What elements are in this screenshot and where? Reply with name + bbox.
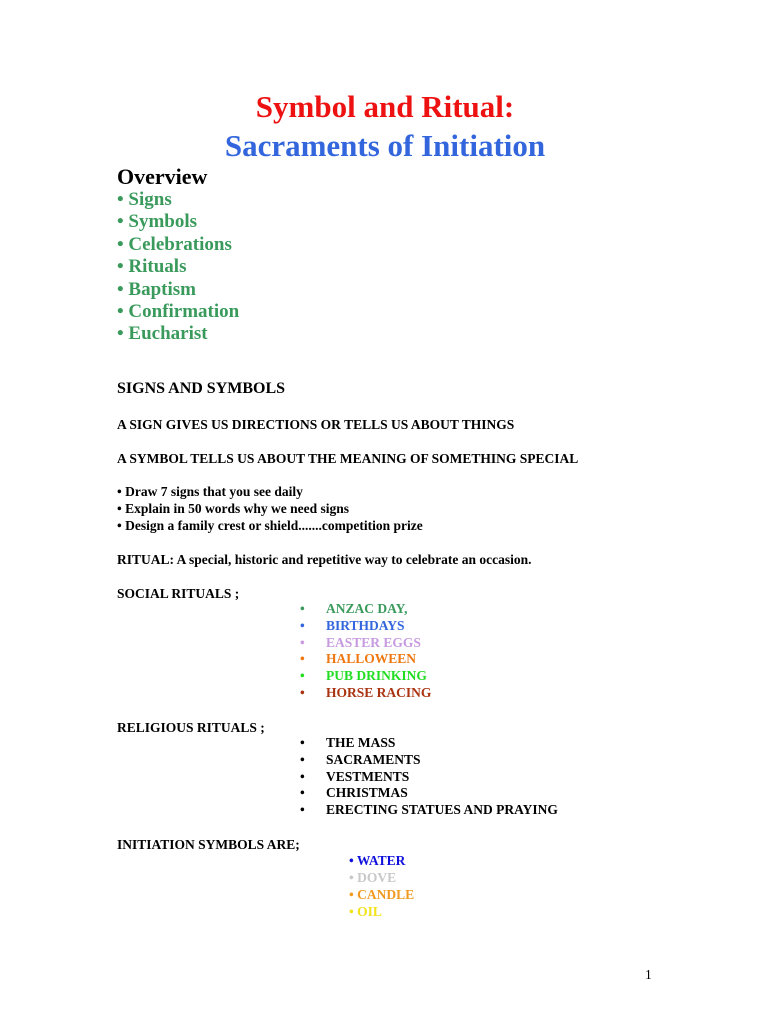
sign-definition: A SIGN GIVES US DIRECTIONS OR TELLS US ABOUT THINGS bbox=[117, 417, 515, 432]
initiation-symbol-item: • OIL bbox=[349, 904, 382, 919]
ritual-item bbox=[300, 785, 558, 802]
initiation-symbol-item: • CANDLE bbox=[349, 887, 415, 902]
ritual-item-label: PUB DRINKING bbox=[326, 668, 427, 684]
ritual-item-label: SACRAMENTS bbox=[326, 751, 421, 767]
bullet-dot: • bbox=[300, 751, 305, 767]
ritual-item-label: THE MASS bbox=[326, 735, 396, 750]
ritual-item bbox=[300, 601, 431, 618]
ritual-item-label: HALLOWEEN bbox=[326, 651, 417, 667]
ritual-item bbox=[300, 735, 558, 752]
title-line-2: Sacraments of Initiation bbox=[224, 128, 546, 163]
overview-item-confirmation: • Confirmation bbox=[117, 301, 240, 323]
initiation-symbols-list bbox=[349, 852, 414, 920]
ritual-item bbox=[300, 668, 431, 685]
ritual-item-label: EASTER EGGS bbox=[326, 634, 421, 650]
signs-and-symbols-heading: SIGNS AND SYMBOLS bbox=[117, 380, 286, 397]
bullet-dot: • bbox=[300, 601, 305, 616]
ritual-item bbox=[300, 752, 558, 769]
task-item: • Draw 7 signs that you see daily bbox=[117, 484, 303, 499]
bullet-dot: • bbox=[300, 634, 305, 650]
task-list bbox=[117, 483, 423, 534]
symbol-definition: A SYMBOL TELLS US ABOUT THE MEANING OF SOMETHING SPECIAL bbox=[117, 451, 579, 466]
bullet-dot: • bbox=[300, 768, 305, 784]
overview-heading: Overview bbox=[117, 164, 208, 189]
ritual-item-label: ANZAC DAY, bbox=[326, 601, 408, 616]
ritual-item bbox=[300, 685, 431, 702]
ritual-item bbox=[300, 802, 558, 819]
initiation-symbol-item: • WATER bbox=[349, 853, 406, 868]
ritual-item bbox=[300, 769, 558, 786]
ritual-item-label: CHRISTMAS bbox=[326, 785, 408, 801]
bullet-dot: • bbox=[300, 785, 305, 801]
ritual-item-label: VESTMENTS bbox=[326, 768, 410, 784]
task-item: • Explain in 50 words why we need signs bbox=[117, 501, 350, 516]
ritual-item-label: BIRTHDAYS bbox=[326, 617, 405, 633]
overview-item-celebrations: • Celebrations bbox=[117, 233, 232, 255]
ritual-item bbox=[300, 651, 431, 668]
overview-item-symbols: • Symbols bbox=[117, 211, 198, 233]
bullet-dot: • bbox=[300, 802, 305, 818]
overview-list bbox=[117, 189, 239, 346]
religious-rituals-list bbox=[300, 735, 558, 819]
overview-item-signs: • Signs bbox=[117, 189, 172, 210]
ritual-item-label: HORSE RACING bbox=[326, 684, 432, 700]
ritual-item bbox=[300, 635, 431, 652]
bullet-dot: • bbox=[300, 735, 305, 750]
bullet-dot: • bbox=[300, 617, 305, 633]
initiation-symbols-heading: INITIATION SYMBOLS ARE; bbox=[117, 837, 300, 852]
task-item: • Design a family crest or shield.......competition prize bbox=[117, 518, 423, 533]
overview-item-rituals: • Rituals bbox=[117, 256, 187, 278]
ritual-item bbox=[300, 618, 431, 635]
bullet-dot: • bbox=[300, 668, 305, 684]
title-line-1: Symbol and Ritual: bbox=[255, 89, 515, 124]
religious-rituals-heading: RELIGIOUS RITUALS ; bbox=[117, 720, 265, 735]
initiation-symbol-item: • DOVE bbox=[349, 870, 397, 885]
page-number: 1 bbox=[645, 967, 652, 982]
bullet-dot: • bbox=[300, 651, 305, 667]
overview-item-eucharist: • Eucharist bbox=[117, 323, 208, 345]
ritual-definition: RITUAL: A special, historic and repetitive way to celebrate an occasion. bbox=[117, 552, 532, 567]
ritual-item-label: ERECTING STATUES AND PRAYING bbox=[326, 802, 558, 818]
overview-item-baptism: • Baptism bbox=[117, 278, 196, 300]
social-rituals-heading: SOCIAL RITUALS ; bbox=[117, 586, 240, 601]
bullet-dot: • bbox=[300, 684, 305, 700]
social-rituals-list bbox=[300, 601, 431, 702]
